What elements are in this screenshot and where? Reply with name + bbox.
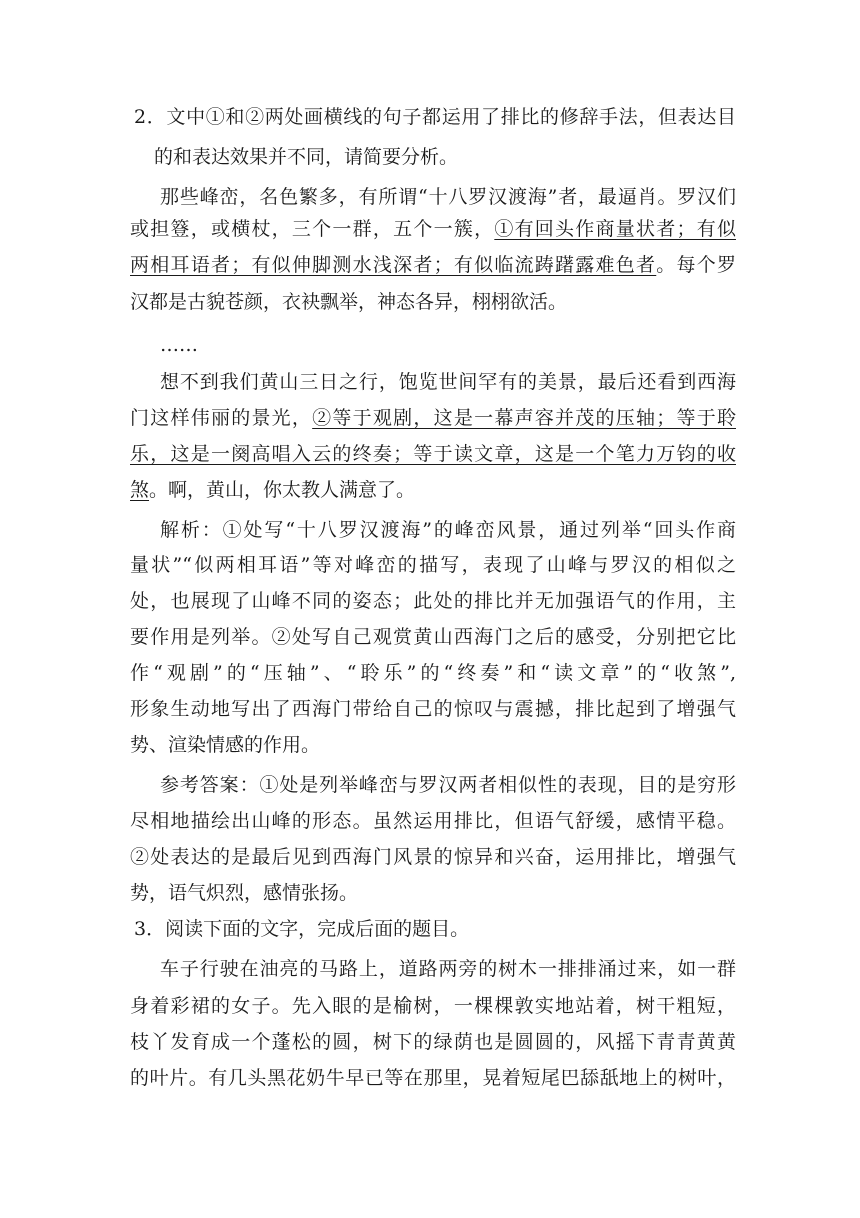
analysis-line-7: 势、渲染情感的作用。 xyxy=(130,734,321,756)
underlined-sentence-1: ①有回头作商量状者；有似 xyxy=(494,218,736,240)
question-3-line-1: 3．阅读下面的文字，完成后面的题目。 xyxy=(134,918,470,940)
passage-3-line-4: 的叶片。有几头黑花奶牛早已等在那里，晃着短尾巴舔舐地上的树叶， xyxy=(130,1067,736,1089)
passage-1-line-2 xyxy=(130,213,736,245)
analysis-line-1: 解析：①处写“十八罗汉渡海”的峰峦风景，通过列举“回头作商 xyxy=(160,519,736,541)
passage-1-text: 。每个罗 xyxy=(656,254,736,276)
underlined-sentence-1-cont: 两相耳语者；有似伸脚测水浅深者；有似临流踌躇露难色者 xyxy=(130,254,657,276)
passage-1-line-3 xyxy=(130,249,736,281)
passage-1-line-4: 汉都是古貌苍颜，衣袂飘举，神态各异，栩栩欲活。 xyxy=(130,291,568,313)
underlined-sentence-2: ②等于观剧，这是一幕声容并茂的压轴；等于聆 xyxy=(312,407,736,429)
question-2-line-2: 的和表达效果并不同，请简要分析。 xyxy=(154,146,459,168)
passage-2-text: 。啊，黄山，你太教人满意了。 xyxy=(149,479,416,501)
question-2-line-1: 2．文中①和②两处画横线的句子都运用了排比的修辞手法，但表达目 xyxy=(134,106,736,128)
passage-2-line-3 xyxy=(130,438,736,470)
answer-line-4: 势，语气炽烈，感情张扬。 xyxy=(130,882,359,904)
analysis-line-4: 要作用是列举。②处写自己观赏黄山西海门之后的感受，分别把它比 xyxy=(130,626,736,648)
passage-2-line-2 xyxy=(130,402,736,434)
passage-3-line-1: 车子行驶在油亮的马路上，道路两旁的树木一排排涌过来，如一群 xyxy=(160,958,736,980)
passage-2-line-4 xyxy=(130,474,740,506)
underlined-sentence-2-cont: 乐，这是一阕高唱入云的终奏；等于读文章，这是一个笔力万钧的收 xyxy=(130,443,736,465)
passage-3-line-3: 枝丫发育成一个蓬松的圆，树下的绿荫也是圆圆的，风摇下青青黄黄 xyxy=(130,1031,736,1053)
analysis-line-2: 量状”“似两相耳语”等对峰峦的描写，表现了山峰与罗汉的相似之 xyxy=(130,554,736,576)
ellipsis: …… xyxy=(160,334,198,356)
analysis-line-5: 作“观剧”的“压轴”、“聆乐”的“终奏”和“读文章”的“收煞”, xyxy=(130,662,736,684)
analysis-line-3: 处，也展现了山峰不同的姿态；此处的排比并无加强语气的作用，主 xyxy=(130,590,736,612)
passage-2-text: 门这样伟丽的景光， xyxy=(130,407,313,429)
analysis-line-6: 形象生动地写出了西海门带给自己的惊叹与震撼，排比起到了增强气 xyxy=(130,698,736,720)
answer-line-3: ②处表达的是最后见到西海门风景的惊异和兴奋，运用排比，增强气 xyxy=(130,846,736,868)
passage-1-line-1: 那些峰峦，名色繁多，有所谓“十八罗汉渡海”者，最逼肖。罗汉们 xyxy=(160,186,736,208)
underlined-sentence-2-end: 煞 xyxy=(130,479,150,501)
answer-line-1: 参考答案：①处是列举峰峦与罗汉两者相似性的表现，目的是穷形 xyxy=(160,774,736,796)
answer-line-2: 尽相地描绘出山峰的形态。虽然运用排比，但语气舒缓，感情平稳。 xyxy=(130,810,736,832)
passage-2-line-1: 想不到我们黄山三日之行，饱览世间罕有的美景，最后还看到西海 xyxy=(160,371,736,393)
passage-3-line-2: 身着彩裙的女子。先入眼的是榆树，一棵棵敦实地站着，树干粗短， xyxy=(130,995,736,1017)
passage-1-text: 或担簦，或横杖，三个一群，五个一簇， xyxy=(130,218,495,240)
